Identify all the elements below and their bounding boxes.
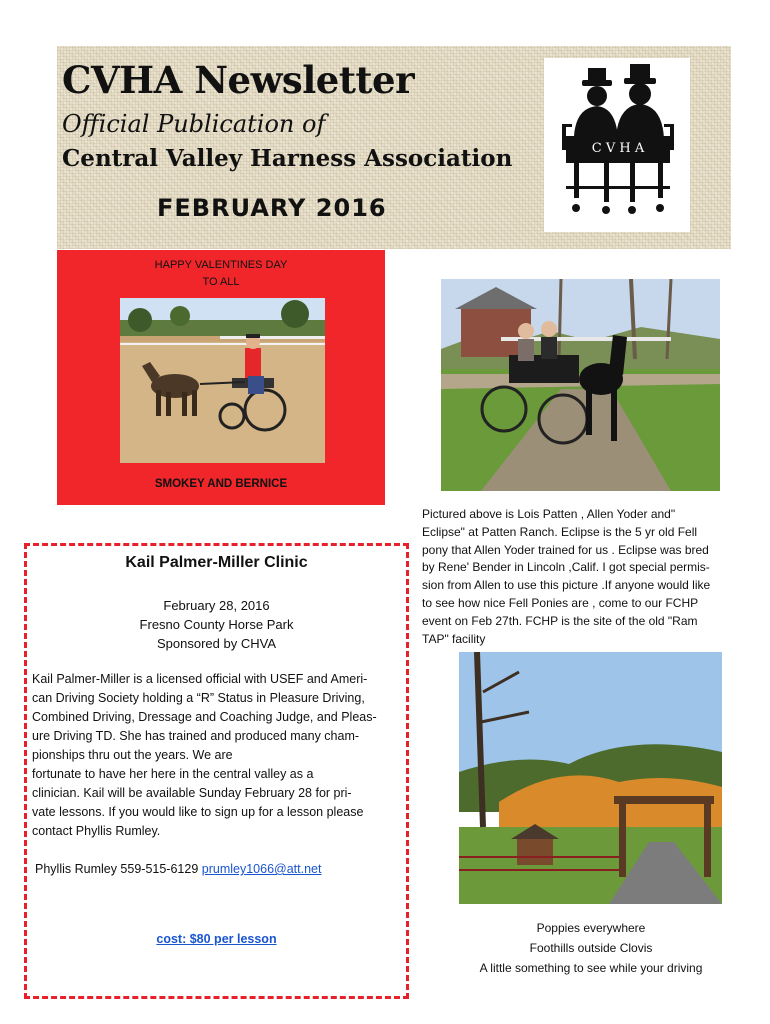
clinic-date: February 28, 2016 <box>163 598 270 613</box>
logo-text: C V H A <box>591 141 645 156</box>
clinic-description <box>32 670 402 841</box>
caption-line: TAP" facility <box>422 631 486 646</box>
caption-line: pony that Allen Yoder trained for us . Eclipse was bred <box>422 542 709 557</box>
clinic-body-line: ure Driving TD. She has trained and produced many cham- <box>32 729 360 743</box>
clinic-body-line: Kail Palmer-Miller is a licensed official with USEF and Ameri- <box>32 672 368 686</box>
clinic-cost <box>27 932 406 946</box>
caption-line: event on Feb 27th. FCHP is the site of the old "Ram <box>422 613 698 628</box>
valentine-line-1: HAPPY VALENTINES DAY <box>154 259 288 271</box>
patten-ranch-caption <box>422 506 740 648</box>
clinic-details <box>27 596 406 653</box>
subtitle-association-name: Central Valley Harness Association <box>62 145 513 172</box>
clinic-contact <box>35 862 321 876</box>
clinic-body-line: Combined Driving, Dressage and Coaching Judge, and Pleas- <box>32 710 377 724</box>
contact-email-link[interactable]: prumley1066@att.net <box>201 862 322 876</box>
photo-smokey-and-bernice <box>120 298 325 463</box>
cost-link[interactable]: cost: $80 per lesson <box>156 932 277 946</box>
caption-line: by Rene' Bender in Lincoln ,Calif. I got special permis- <box>422 560 710 575</box>
clinic-sponsor: Sponsored by CHVA <box>157 636 276 651</box>
caption-line: Eclipse" at Patten Ranch. Eclipse is the 5 yr old Fell <box>422 524 698 539</box>
issue-date: FEBRUARY 2016 <box>157 194 387 222</box>
clinic-body-line: pionships thru out the years. We are <box>32 748 233 762</box>
caption-line: Pictured above is Lois Patten , Allen Yoder and" <box>422 507 676 521</box>
photo-patten-ranch <box>441 279 720 491</box>
caption-line: to see how nice Fell Ponies are , come to our FCHP <box>422 595 699 610</box>
newsletter-title: CVHA Newsletter <box>62 58 415 102</box>
clinic-body-line: clinician. Kail will be available Sunday February 28 for pri- <box>32 786 352 800</box>
cvha-logo-graphic <box>544 58 690 232</box>
caption-line: A little something to see while your driving <box>479 961 703 975</box>
clinic-body-line: fortunate to have her here in the central valley as a <box>32 767 314 781</box>
smokey-photo-caption: SMOKEY AND BERNICE <box>154 478 288 490</box>
clinic-body-line: can Driving Society holding a “R” Status in Pleasure Driving, <box>32 691 365 705</box>
clinic-title: Kail Palmer-Miller Clinic <box>125 554 308 571</box>
caption-line: Foothills outside Clovis <box>529 941 653 955</box>
clinic-location: Fresno County Horse Park <box>139 617 294 632</box>
subtitle-official-publication: Official Publication of <box>62 110 326 138</box>
valentine-line-2: TO ALL <box>202 276 240 288</box>
contact-name-phone: Phyllis Rumley 559-515-6129 <box>35 862 202 876</box>
clinic-announcement-box <box>24 543 409 999</box>
foothills-caption <box>460 918 722 978</box>
caption-line: sion from Allen to use this picture .If anyone would like <box>422 578 711 593</box>
valentine-box <box>57 250 385 505</box>
clinic-body-line: contact Phyllis Rumley. <box>32 824 161 838</box>
photo-foothills-poppies <box>459 652 722 904</box>
cvha-logo <box>544 58 690 232</box>
clinic-body-line: vate lessons. If you would like to sign up for a lesson please <box>32 805 364 819</box>
caption-line: Poppies everywhere <box>536 921 646 935</box>
